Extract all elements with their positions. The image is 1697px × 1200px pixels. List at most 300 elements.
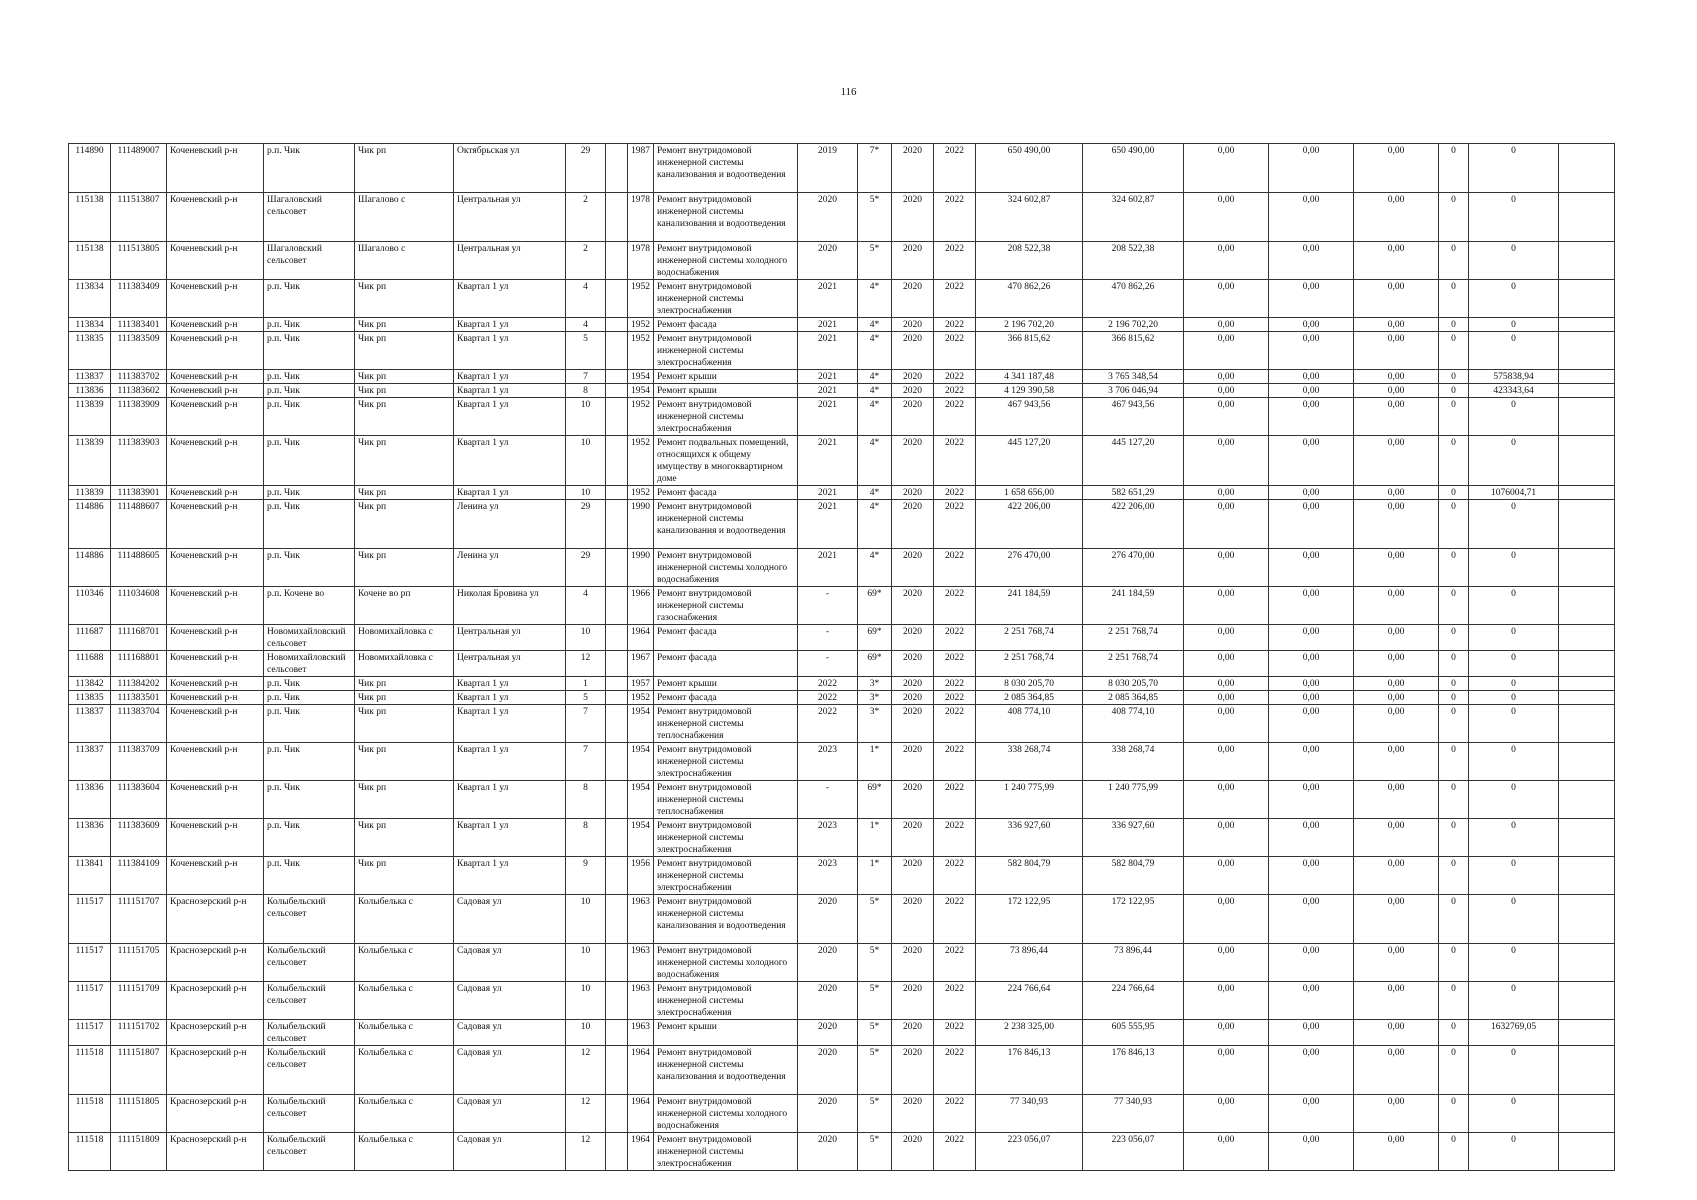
cell-regional-fund: 445 127,20 (1083, 436, 1184, 486)
cell-municipality: р.п. Чик (264, 743, 355, 781)
cell-object-id: 111383501 (111, 691, 167, 705)
cell-house-number: 10 (566, 625, 606, 651)
cell-building (606, 144, 628, 193)
cell-house-id: 115138 (69, 193, 111, 242)
cell-total-cost: 4 129 390,58 (976, 384, 1083, 398)
cell-settlement: Шагалово с (355, 193, 454, 242)
cell-regional-budget: 0,00 (1269, 651, 1354, 677)
cell-owner-funds: 0 (1439, 705, 1469, 743)
cell-regional-fund: 2 251 768,74 (1083, 625, 1184, 651)
cell-building (606, 332, 628, 370)
cell-house-number: 10 (566, 944, 606, 982)
cell-street: Квартал 1 ул (454, 691, 566, 705)
cell-house-number: 7 (566, 743, 606, 781)
cell-federal-funds: 0,00 (1184, 743, 1269, 781)
cell-federal-funds: 0,00 (1184, 486, 1269, 500)
cell-regional-fund: 172 122,95 (1083, 895, 1184, 944)
cell-owner-funds: 0 (1439, 280, 1469, 318)
cell-object-id: 111513805 (111, 242, 167, 280)
cell-object-id: 111383903 (111, 436, 167, 486)
table-row (69, 549, 1615, 587)
cell-other-funds: 0 (1469, 1095, 1559, 1133)
cell-priority: 1* (858, 743, 892, 781)
cell-plan-year: 2022 (798, 677, 858, 691)
cell-regional-budget: 0,00 (1269, 1095, 1354, 1133)
cell-plan-year: 2022 (798, 691, 858, 705)
cell-settlement: Чик рп (355, 280, 454, 318)
cell-start-year: 2020 (892, 677, 934, 691)
cell-note (1559, 625, 1615, 651)
cell-owner-funds: 0 (1439, 398, 1469, 436)
cell-local-budget: 0,00 (1354, 944, 1439, 982)
cell-building (606, 895, 628, 944)
cell-district: Коченевский р-н (167, 280, 264, 318)
cell-building (606, 677, 628, 691)
cell-priority: 4* (858, 486, 892, 500)
cell-regional-fund: 582 804,79 (1083, 857, 1184, 895)
cell-municipality: Колыбельский сельсовет (264, 1095, 355, 1133)
cell-end-year: 2022 (934, 1133, 976, 1171)
cell-total-cost: 172 122,95 (976, 895, 1083, 944)
cell-note (1559, 500, 1615, 549)
cell-local-budget: 0,00 (1354, 384, 1439, 398)
cell-regional-fund: 223 056,07 (1083, 1133, 1184, 1171)
cell-year-built: 1964 (628, 625, 654, 651)
cell-regional-budget: 0,00 (1269, 242, 1354, 280)
cell-total-cost: 408 774,10 (976, 705, 1083, 743)
cell-end-year: 2022 (934, 1020, 976, 1046)
cell-priority: 7* (858, 144, 892, 193)
cell-street: Садовая ул (454, 895, 566, 944)
cell-regional-budget: 0,00 (1269, 982, 1354, 1020)
cell-owner-funds: 0 (1439, 1133, 1469, 1171)
cell-priority: 4* (858, 332, 892, 370)
cell-note (1559, 1095, 1615, 1133)
cell-start-year: 2020 (892, 982, 934, 1020)
cell-building (606, 1046, 628, 1095)
cell-regional-fund: 324 602,87 (1083, 193, 1184, 242)
cell-street: Квартал 1 ул (454, 677, 566, 691)
cell-note (1559, 436, 1615, 486)
cell-house-id: 113836 (69, 819, 111, 857)
cell-priority: 4* (858, 398, 892, 436)
cell-house-number: 29 (566, 500, 606, 549)
cell-work-type: Ремонт внутридомовой инженерной системы канализования и водоотведения (654, 1046, 798, 1095)
table-row (69, 242, 1615, 280)
cell-end-year: 2022 (934, 895, 976, 944)
cell-work-type: Ремонт внутридомовой инженерной системы холодного водоснабжения (654, 944, 798, 982)
cell-federal-funds: 0,00 (1184, 677, 1269, 691)
cell-regional-fund: 605 555,95 (1083, 1020, 1184, 1046)
cell-building (606, 242, 628, 280)
cell-work-type: Ремонт внутридомовой инженерной системы теплоснабжения (654, 781, 798, 819)
cell-local-budget: 0,00 (1354, 486, 1439, 500)
cell-note (1559, 587, 1615, 625)
cell-end-year: 2022 (934, 398, 976, 436)
cell-priority: 5* (858, 944, 892, 982)
cell-priority: 4* (858, 500, 892, 549)
cell-regional-budget: 0,00 (1269, 280, 1354, 318)
cell-house-id: 113837 (69, 705, 111, 743)
cell-work-type: Ремонт крыши (654, 370, 798, 384)
cell-plan-year: 2021 (798, 332, 858, 370)
cell-work-type: Ремонт крыши (654, 1020, 798, 1046)
cell-district: Краснозерский р-н (167, 1095, 264, 1133)
cell-house-number: 10 (566, 895, 606, 944)
cell-start-year: 2020 (892, 625, 934, 651)
cell-owner-funds: 0 (1439, 587, 1469, 625)
cell-start-year: 2020 (892, 242, 934, 280)
cell-note (1559, 144, 1615, 193)
cell-work-type: Ремонт крыши (654, 384, 798, 398)
cell-priority: 5* (858, 1095, 892, 1133)
cell-total-cost: 73 896,44 (976, 944, 1083, 982)
table-row (69, 819, 1615, 857)
cell-start-year: 2020 (892, 651, 934, 677)
cell-plan-year: - (798, 587, 858, 625)
cell-work-type: Ремонт внутридомовой инженерной системы электроснабжения (654, 982, 798, 1020)
cell-municipality: Шагаловский сельсовет (264, 242, 355, 280)
cell-end-year: 2022 (934, 500, 976, 549)
cell-house-id: 111518 (69, 1095, 111, 1133)
cell-start-year: 2020 (892, 781, 934, 819)
table-row (69, 944, 1615, 982)
cell-owner-funds: 0 (1439, 857, 1469, 895)
cell-settlement: Колыбелька с (355, 1133, 454, 1171)
cell-year-built: 1990 (628, 500, 654, 549)
cell-start-year: 2020 (892, 436, 934, 486)
cell-year-built: 1957 (628, 677, 654, 691)
cell-year-built: 1954 (628, 743, 654, 781)
cell-start-year: 2020 (892, 1020, 934, 1046)
cell-total-cost: 8 030 205,70 (976, 677, 1083, 691)
cell-regional-budget: 0,00 (1269, 144, 1354, 193)
cell-plan-year: - (798, 625, 858, 651)
cell-municipality: Колыбельский сельсовет (264, 1133, 355, 1171)
cell-object-id: 111151805 (111, 1095, 167, 1133)
cell-total-cost: 338 268,74 (976, 743, 1083, 781)
cell-house-id: 113834 (69, 280, 111, 318)
cell-object-id: 111151709 (111, 982, 167, 1020)
table-row (69, 1020, 1615, 1046)
cell-end-year: 2022 (934, 242, 976, 280)
cell-settlement: Чик рп (355, 743, 454, 781)
cell-street: Центральная ул (454, 651, 566, 677)
cell-building (606, 436, 628, 486)
cell-district: Коченевский р-н (167, 677, 264, 691)
cell-end-year: 2022 (934, 944, 976, 982)
cell-building (606, 486, 628, 500)
cell-building (606, 625, 628, 651)
cell-plan-year: 2021 (798, 549, 858, 587)
cell-work-type: Ремонт внутридомовой инженерной системы электроснабжения (654, 743, 798, 781)
cell-priority: 5* (858, 1133, 892, 1171)
cell-note (1559, 691, 1615, 705)
cell-district: Краснозерский р-н (167, 944, 264, 982)
cell-settlement: Чик рп (355, 857, 454, 895)
cell-year-built: 1954 (628, 384, 654, 398)
cell-municipality: р.п. Чик (264, 370, 355, 384)
cell-other-funds: 0 (1469, 318, 1559, 332)
cell-municipality: р.п. Чик (264, 500, 355, 549)
cell-plan-year: 2023 (798, 743, 858, 781)
cell-note (1559, 705, 1615, 743)
cell-start-year: 2020 (892, 1046, 934, 1095)
cell-district: Краснозерский р-н (167, 1046, 264, 1095)
cell-plan-year: - (798, 781, 858, 819)
cell-end-year: 2022 (934, 625, 976, 651)
cell-total-cost: 223 056,07 (976, 1133, 1083, 1171)
table-row (69, 486, 1615, 500)
cell-start-year: 2020 (892, 193, 934, 242)
cell-plan-year: 2020 (798, 1133, 858, 1171)
cell-regional-budget: 0,00 (1269, 500, 1354, 549)
table-row (69, 781, 1615, 819)
cell-owner-funds: 0 (1439, 651, 1469, 677)
cell-object-id: 111488605 (111, 549, 167, 587)
cell-building (606, 982, 628, 1020)
cell-district: Коченевский р-н (167, 781, 264, 819)
cell-federal-funds: 0,00 (1184, 436, 1269, 486)
cell-year-built: 1954 (628, 705, 654, 743)
cell-object-id: 111383609 (111, 819, 167, 857)
cell-district: Коченевский р-н (167, 549, 264, 587)
cell-district: Коченевский р-н (167, 384, 264, 398)
cell-start-year: 2020 (892, 318, 934, 332)
cell-other-funds: 0 (1469, 500, 1559, 549)
cell-street: Октябрьская ул (454, 144, 566, 193)
cell-work-type: Ремонт внутридомовой инженерной системы электроснабжения (654, 857, 798, 895)
cell-building (606, 398, 628, 436)
page-number: 116 (840, 86, 857, 98)
cell-total-cost: 2 251 768,74 (976, 625, 1083, 651)
table-row (69, 857, 1615, 895)
cell-settlement: Колыбелька с (355, 1020, 454, 1046)
cell-other-funds: 0 (1469, 982, 1559, 1020)
cell-priority: 4* (858, 384, 892, 398)
cell-house-id: 113837 (69, 743, 111, 781)
table-row (69, 370, 1615, 384)
cell-note (1559, 677, 1615, 691)
cell-regional-budget: 0,00 (1269, 436, 1354, 486)
cell-federal-funds: 0,00 (1184, 587, 1269, 625)
cell-end-year: 2022 (934, 318, 976, 332)
cell-district: Краснозерский р-н (167, 1133, 264, 1171)
cell-house-number: 12 (566, 1133, 606, 1171)
cell-other-funds: 0 (1469, 587, 1559, 625)
cell-district: Коченевский р-н (167, 819, 264, 857)
cell-federal-funds: 0,00 (1184, 944, 1269, 982)
cell-regional-budget: 0,00 (1269, 743, 1354, 781)
table-row (69, 332, 1615, 370)
cell-regional-budget: 0,00 (1269, 857, 1354, 895)
cell-local-budget: 0,00 (1354, 819, 1439, 857)
cell-federal-funds: 0,00 (1184, 1020, 1269, 1046)
cell-work-type: Ремонт внутридомовой инженерной системы теплоснабжения (654, 705, 798, 743)
cell-total-cost: 2 196 702,20 (976, 318, 1083, 332)
cell-work-type: Ремонт внутридомовой инженерной системы газоснабжения (654, 587, 798, 625)
cell-municipality: р.п. Чик (264, 318, 355, 332)
cell-work-type: Ремонт внутридомовой инженерной системы электроснабжения (654, 1133, 798, 1171)
cell-owner-funds: 0 (1439, 944, 1469, 982)
cell-district: Коченевский р-н (167, 193, 264, 242)
cell-end-year: 2022 (934, 332, 976, 370)
cell-municipality: р.п. Кочене во (264, 587, 355, 625)
cell-regional-fund: 3 706 046,94 (1083, 384, 1184, 398)
cell-municipality: Новомихайловский сельсовет (264, 651, 355, 677)
cell-work-type: Ремонт крыши (654, 677, 798, 691)
cell-street: Квартал 1 ул (454, 436, 566, 486)
table-row (69, 1133, 1615, 1171)
cell-end-year: 2022 (934, 705, 976, 743)
cell-municipality: Колыбельский сельсовет (264, 1020, 355, 1046)
cell-municipality: р.п. Чик (264, 677, 355, 691)
cell-district: Коченевский р-н (167, 705, 264, 743)
cell-regional-budget: 0,00 (1269, 895, 1354, 944)
cell-note (1559, 743, 1615, 781)
cell-regional-fund: 2 196 702,20 (1083, 318, 1184, 332)
cell-end-year: 2022 (934, 280, 976, 318)
cell-plan-year: 2020 (798, 1095, 858, 1133)
cell-end-year: 2022 (934, 486, 976, 500)
cell-district: Коченевский р-н (167, 625, 264, 651)
cell-owner-funds: 0 (1439, 743, 1469, 781)
cell-total-cost: 650 490,00 (976, 144, 1083, 193)
cell-work-type: Ремонт внутридомовой инженерной системы электроснабжения (654, 332, 798, 370)
cell-end-year: 2022 (934, 144, 976, 193)
cell-priority: 5* (858, 1046, 892, 1095)
cell-settlement: Чик рп (355, 691, 454, 705)
cell-settlement: Чик рп (355, 144, 454, 193)
cell-settlement: Чик рп (355, 705, 454, 743)
cell-house-id: 111688 (69, 651, 111, 677)
cell-plan-year: 2021 (798, 436, 858, 486)
table-row (69, 398, 1615, 436)
cell-object-id: 111384202 (111, 677, 167, 691)
cell-federal-funds: 0,00 (1184, 384, 1269, 398)
cell-local-budget: 0,00 (1354, 193, 1439, 242)
cell-object-id: 111151705 (111, 944, 167, 982)
cell-year-built: 1952 (628, 486, 654, 500)
cell-start-year: 2020 (892, 398, 934, 436)
cell-other-funds: 0 (1469, 781, 1559, 819)
cell-municipality: р.п. Чик (264, 781, 355, 819)
cell-year-built: 1966 (628, 587, 654, 625)
cell-owner-funds: 0 (1439, 486, 1469, 500)
cell-start-year: 2020 (892, 944, 934, 982)
cell-year-built: 1956 (628, 857, 654, 895)
cell-plan-year: 2023 (798, 857, 858, 895)
cell-owner-funds: 0 (1439, 384, 1469, 398)
cell-other-funds: 0 (1469, 691, 1559, 705)
cell-regional-fund: 338 268,74 (1083, 743, 1184, 781)
cell-note (1559, 1046, 1615, 1095)
cell-total-cost: 241 184,59 (976, 587, 1083, 625)
cell-total-cost: 422 206,00 (976, 500, 1083, 549)
cell-plan-year: 2021 (798, 398, 858, 436)
cell-district: Коченевский р-н (167, 436, 264, 486)
cell-end-year: 2022 (934, 677, 976, 691)
table-row (69, 500, 1615, 549)
cell-plan-year: 2020 (798, 895, 858, 944)
cell-district: Краснозерский р-н (167, 982, 264, 1020)
cell-settlement: Чик рп (355, 384, 454, 398)
cell-total-cost: 445 127,20 (976, 436, 1083, 486)
cell-total-cost: 2 085 364,85 (976, 691, 1083, 705)
cell-building (606, 651, 628, 677)
cell-object-id: 111383702 (111, 370, 167, 384)
cell-regional-budget: 0,00 (1269, 332, 1354, 370)
cell-owner-funds: 0 (1439, 242, 1469, 280)
cell-regional-fund: 241 184,59 (1083, 587, 1184, 625)
cell-regional-budget: 0,00 (1269, 819, 1354, 857)
cell-regional-fund: 3 765 348,54 (1083, 370, 1184, 384)
cell-district: Коченевский р-н (167, 398, 264, 436)
cell-settlement: Колыбелька с (355, 982, 454, 1020)
cell-work-type: Ремонт фасада (654, 625, 798, 651)
cell-building (606, 1020, 628, 1046)
cell-house-number: 7 (566, 370, 606, 384)
cell-note (1559, 318, 1615, 332)
cell-total-cost: 4 341 187,48 (976, 370, 1083, 384)
table-row (69, 587, 1615, 625)
cell-municipality: р.п. Чик (264, 549, 355, 587)
cell-other-funds: 0 (1469, 1133, 1559, 1171)
cell-regional-fund: 1 240 775,99 (1083, 781, 1184, 819)
cell-regional-fund: 2 085 364,85 (1083, 691, 1184, 705)
cell-end-year: 2022 (934, 857, 976, 895)
cell-house-number: 10 (566, 436, 606, 486)
cell-house-number: 8 (566, 819, 606, 857)
cell-settlement: Чик рп (355, 436, 454, 486)
cell-street: Садовая ул (454, 1133, 566, 1171)
cell-total-cost: 2 251 768,74 (976, 651, 1083, 677)
cell-start-year: 2020 (892, 280, 934, 318)
cell-owner-funds: 0 (1439, 318, 1469, 332)
cell-year-built: 1963 (628, 1020, 654, 1046)
cell-building (606, 781, 628, 819)
cell-work-type: Ремонт внутридомовой инженерной системы канализования и водоотведения (654, 895, 798, 944)
cell-work-type: Ремонт внутридомовой инженерной системы канализования и водоотведения (654, 144, 798, 193)
cell-street: Садовая ул (454, 982, 566, 1020)
cell-end-year: 2022 (934, 1046, 976, 1095)
cell-local-budget: 0,00 (1354, 280, 1439, 318)
cell-priority: 3* (858, 691, 892, 705)
cell-note (1559, 384, 1615, 398)
cell-house-number: 4 (566, 587, 606, 625)
cell-local-budget: 0,00 (1354, 1133, 1439, 1171)
cell-regional-budget: 0,00 (1269, 781, 1354, 819)
cell-priority: 1* (858, 857, 892, 895)
cell-regional-budget: 0,00 (1269, 549, 1354, 587)
cell-building (606, 587, 628, 625)
cell-house-id: 113839 (69, 486, 111, 500)
cell-regional-fund: 276 470,00 (1083, 549, 1184, 587)
cell-settlement: Чик рп (355, 677, 454, 691)
cell-settlement: Чик рп (355, 500, 454, 549)
cell-house-number: 9 (566, 857, 606, 895)
cell-priority: 4* (858, 318, 892, 332)
cell-total-cost: 2 238 325,00 (976, 1020, 1083, 1046)
cell-plan-year: 2020 (798, 193, 858, 242)
cell-house-number: 2 (566, 193, 606, 242)
cell-regional-fund: 470 862,26 (1083, 280, 1184, 318)
cell-start-year: 2020 (892, 819, 934, 857)
cell-plan-year: 2021 (798, 280, 858, 318)
cell-federal-funds: 0,00 (1184, 280, 1269, 318)
cell-year-built: 1963 (628, 895, 654, 944)
cell-house-number: 29 (566, 144, 606, 193)
